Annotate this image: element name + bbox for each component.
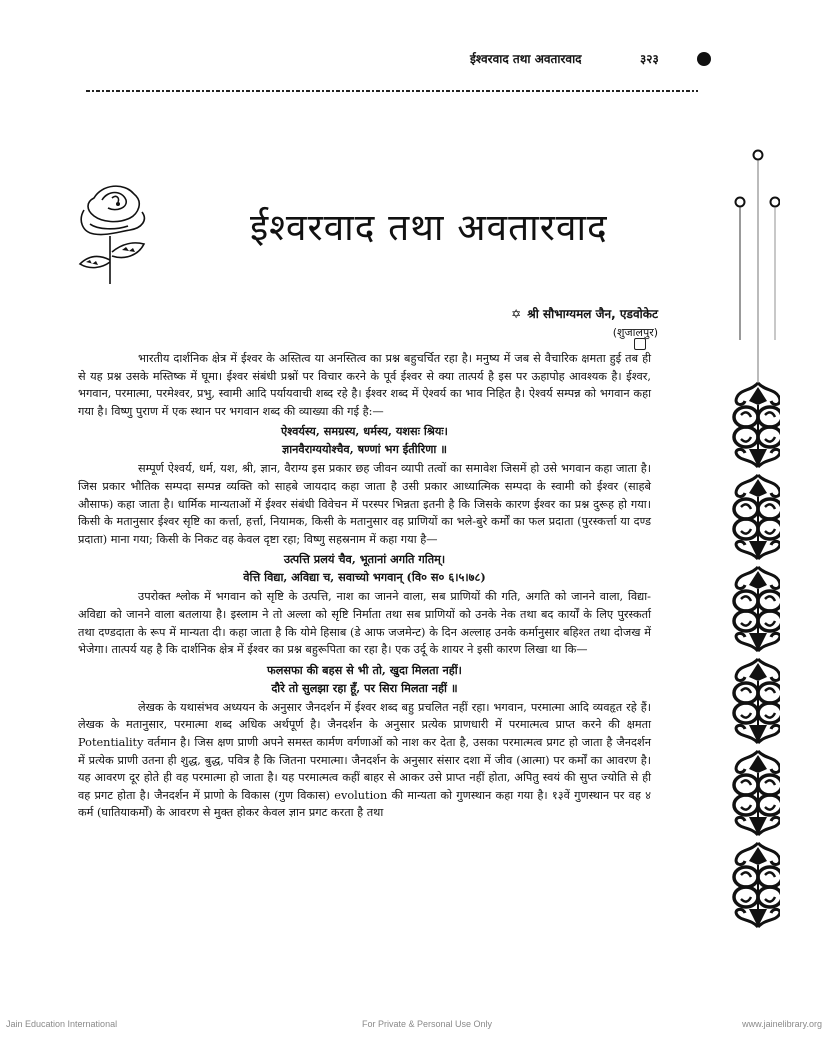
star-of-david-icon: ✡ [511, 307, 522, 321]
verse-line: दौरे तो सुलझा रहा हूँ, पर सिरा मिलता नहीं ॥ [271, 680, 458, 695]
running-head-title: ईश्वरवाद तथा अवतारवाद [470, 51, 582, 66]
verse-line: ज्ञानवैराग्ययोश्चैव, षण्णां भग ईतीरिणा ॥ [281, 442, 447, 457]
article-title: ईश्वरवाद तथा अवतारवाद [250, 206, 608, 249]
verse-line: ऐश्वर्यस्य, समग्रस्य, धर्मस्य, यशसः श्रियः। [281, 424, 448, 439]
paragraph-4: लेखक के यथासंभव अध्ययन के अनुसार जैनदर्शन में ईश्वर शब्द बहु प्रचलित नहीं रहा। भगवान, परमात्मा आदि व्यवहृत रहे हैं। लेखक के मतानुसार, परमात्मा शब्द अधिक अर्थपूर्ण है। जैनदर्शन के अनुसार प्रत्येक प्राणधारी में परमात्मत्व प्राप्त करने की क्षमता Potentiality वर्तमान है। जिस क्षण प्राणी अपने समस्त कार्मण वर्गणाओं को नाश कर देता है, उसका परमात्मत्व प्रगट हो जाता है जैनदर्शन में प्रत्येक प्राणी उतना ही शुद्ध, बुद्ध, पवित्र है कि जितना परमात्मा। जैनदर्शन के अनुसार संसार दशा में जीव (आत्मा) पर कर्मों का आवरण है। यह आवरण दूर होते ही वह परमात्मा हो जाता है। यह परमात्मत्व कहीं बाहर से आकर उसे प्राप्त नहीं होता, अपितु स्वयं की सुप्त ज्योति से ही वह प्रगट होता है। जैनदर्शन में प्राणो के विकास (गुण विकास) evolution की मान्यता को गुणस्थान कहा गया है। १३वें गुणस्थान पर वह ४ कर्म (घातियाकर्मों) के आवरण से मुक्त होकर केवल ज्ञान प्रगट करता है तथा [78, 700, 651, 820]
verse-line: उत्पत्ति प्रलयं चैव, भूतानां अगति गतिम्। [283, 552, 446, 567]
square-outline-icon [634, 338, 646, 350]
page-number: ३२३ [640, 51, 659, 66]
paragraph-1: भारतीय दार्शनिक क्षेत्र में ईश्वर के अस्तित्व या अनस्तित्व का प्रश्न बहुचर्चित रहा है। मनुष्य में जब से वैचारिक क्षमता हुई तब ही से यह प्रश्न उसके मस्तिष्क में घूमा। ईश्वर संबंधी प्रश्नों पर विचार करने के पूर्व ईश्वर से क्या तात्पर्य है इस पर ऊहापोह आवश्यक है। ईश्वर, भगवान, परमात्मा, परमेश्वर, प्रभु, स्वामी आदि पर्यायवाची शब्द रहे है। ईश्वर शब्द में ऐश्वर्य का भाव निहित है। ऐश्वर्य सम्पन्न को भगवान कहा गया है। विष्णु पुराण में एक स्थान पर भगवान शब्द की व्याख्या की गई है:— [78, 352, 651, 418]
dotted-divider [86, 90, 698, 92]
ornamental-border-icon [725, 145, 780, 1005]
verse-vishnu-purana [78, 422, 651, 458]
byline [511, 305, 658, 340]
paragraph-3: उपरोक्त श्लोक में भगवान को सृष्टि के उत्पत्ति, नाश का जानने वाला, सब प्राणियों की गति, अगति को जानने वाला, विद्या-अविद्या को जानने वाला बतलाया है। इस्लाम ने तो अल्ला को सृष्टि निर्माता तथा सब प्राणियों को उनके नेक तथा बद कार्यों के लिए पुरस्कर्ता तथा दण्डदाता के रूप में मान्यता दी। कहा जाता है कि योमे हिसाब (डे आफ जजमेन्ट) के दिन अल्लाह उनके कर्मानुसार बहिश्त तथा दोजख में भेजेगा। तात्पर्य यह है कि दार्शनिक क्षेत्र में ईश्वर का प्रश्न बहुरूपिता का रहा है। एक उर्दू के शायर ने इसी कारण लिखा था कि— [78, 590, 651, 657]
author-name: श्री सौभाग्यमल जैन, एडवोकेट [527, 307, 658, 321]
footer [0, 1019, 828, 1035]
running-head [470, 46, 720, 70]
paragraph-2: सम्पूर्ण ऐश्वर्य, धर्म, यश, श्री, ज्ञान, वैराग्य इस प्रकार छह जीवन व्यापी तत्वों का समावेश जिसमें हो उसे भगवान कहा जाता है। जिस प्रकार भौतिक सम्पदा सम्पन्न व्यक्ति को साहबे जायदाद कहा जाता है उसी प्रकार आध्यात्मिक सम्पदा के स्वामी को ईश्वर (साहबे औसाफ) कहा जाता है। धार्मिक मान्यताओं में ईश्वर संबंधी विवेचन में परस्पर भिन्नता इतनी है कि जिसके कारण ईश्वर का प्रश्न दुरूह हो गया। किसी के मतानुसार ईश्वर सृष्टि का कर्त्ता, हर्त्ता, नियामक, किसी के मतानुसार वह प्राणियों का भले-बुरे कर्मों का फल प्रदाता (पुरस्कर्त्ता या दण्ड प्रदाता) माना गया; किसी के निकट वह केवल दृष्टा रहा; विष्णु सहस्रनाम में कहा गया है— [78, 462, 651, 546]
rose-icon [72, 180, 154, 288]
footer-usage-note: For Private & Personal Use Only [362, 1019, 493, 1029]
footer-publisher: Jain Education International [6, 1019, 118, 1029]
verse-line: फलसफा की बहस से भी तो, खुदा मिलता नहीं। [267, 662, 462, 677]
verse-urdu-couplet [78, 661, 651, 697]
verse-vishnu-sahasranama [78, 550, 651, 586]
article-body [78, 350, 651, 822]
author-place: (शुजालपुर) [612, 326, 658, 339]
filled-circle-icon [697, 52, 711, 66]
verse-line: वेत्ति विद्या, अविद्या च, सवाच्यो भगवान् (वि० स० ६।५।७८) [243, 570, 486, 585]
footer-website: www.jainelibrary.org [742, 1019, 822, 1029]
